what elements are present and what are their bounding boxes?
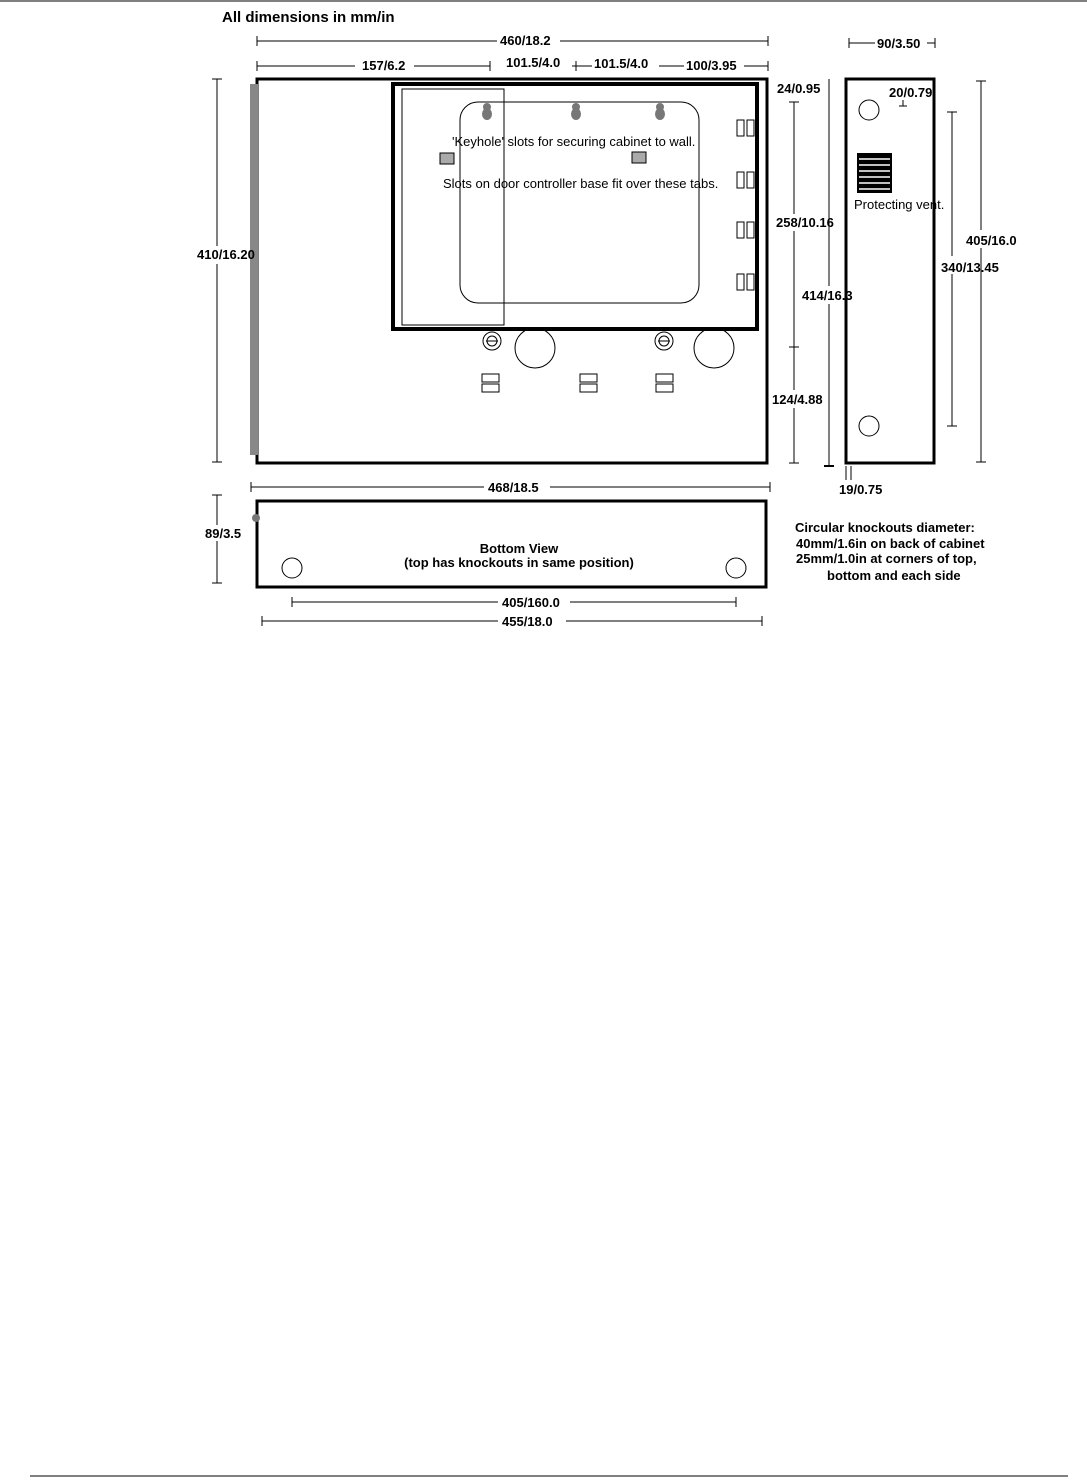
bottom-view: [205, 495, 766, 629]
bottom-knockout: [726, 558, 746, 578]
front-view: [197, 33, 770, 495]
tabs-note: Slots on door controller base fit over these tabs.: [443, 176, 719, 191]
svg-text:340/13.45: 340/13.45: [941, 260, 999, 275]
svg-text:405/160.0: 405/160.0: [502, 595, 560, 610]
dim-bottom-view-width: [262, 614, 762, 629]
slot-pair: [656, 374, 673, 392]
svg-text:25mm/1.0in at corners of top,: 25mm/1.0in at corners of top,: [796, 551, 977, 566]
bottom-hinge-dot: [252, 514, 260, 522]
heading: All dimensions in mm/in: [222, 9, 395, 26]
inner-panel: [402, 89, 504, 325]
keyhole-slot: [482, 103, 492, 120]
bottom-view-subtitle: (top has knockouts in same position): [404, 555, 634, 570]
svg-text:101.5/4.0: 101.5/4.0: [594, 56, 649, 71]
side-outline: [846, 79, 934, 463]
keyhole-slot: [655, 103, 665, 120]
svg-text:20/0.79: 20/0.79: [889, 85, 933, 100]
side-knockout: [859, 416, 879, 436]
between-dimensions: [772, 79, 853, 466]
dim-top-gap: 24/0.95: [777, 81, 821, 96]
svg-text:157/6.2: 157/6.2: [362, 58, 406, 73]
dim-side-inset: [889, 85, 932, 106]
keyhole-note: 'Keyhole' slots for securing cabinet to wall.: [452, 134, 696, 149]
vent-grille: [857, 153, 892, 193]
dim-total: 414/16.3: [802, 288, 853, 303]
slot-pair: [482, 374, 499, 392]
svg-text:468/18.5: 468/18.5: [488, 480, 539, 495]
dim-upper: 258/10.16: [776, 215, 834, 230]
dim-side-bottom-gap: [839, 466, 882, 497]
svg-text:Circular knockouts diameter:: Circular knockouts diameter:: [795, 520, 975, 535]
svg-text:410/16.20: 410/16.20: [197, 247, 255, 262]
screw: [655, 332, 673, 350]
dim-bottom-height: [205, 495, 241, 583]
mounting-tab: [632, 152, 646, 163]
controller-base: [393, 84, 757, 329]
svg-text:90/3.50: 90/3.50: [877, 36, 921, 51]
svg-text:bottom and each side: bottom and each side: [827, 568, 961, 583]
side-view: [839, 36, 1017, 497]
svg-text:455/18.0: 455/18.0: [502, 614, 553, 629]
screw: [483, 332, 501, 350]
bottom-view-title: Bottom View: [479, 541, 559, 556]
cable-knockout: [694, 328, 734, 368]
edge-slots: [737, 120, 754, 290]
keyhole-slot: [571, 103, 581, 120]
bottom-knockout: [282, 558, 302, 578]
display-window: [460, 102, 699, 303]
knockouts-note: [795, 520, 985, 583]
cable-knockout: [515, 328, 555, 368]
mounting-tab: [440, 153, 454, 164]
svg-text:89/3.5: 89/3.5: [205, 526, 242, 541]
dim-front-height: [197, 79, 255, 462]
dim-side-inner-height: [941, 112, 999, 426]
dim-hole-spacing: [292, 595, 736, 610]
svg-text:405/16.0: 405/16.0: [966, 233, 1017, 248]
dim-side-depth: [849, 36, 935, 51]
slot-pair: [580, 374, 597, 392]
side-knockout: [859, 100, 879, 120]
svg-text:460/18.2: 460/18.2: [500, 33, 551, 48]
dim-lower: 124/4.88: [772, 392, 823, 407]
dim-overall-width: [257, 33, 768, 48]
svg-text:19/0.75: 19/0.75: [839, 482, 883, 497]
svg-text:40mm/1.6in on back of cabinet: 40mm/1.6in on back of cabinet: [796, 536, 985, 551]
hinge-strip: [250, 84, 258, 455]
vent-label: Protecting vent.: [854, 197, 945, 212]
svg-text:101.5/4.0: 101.5/4.0: [506, 55, 561, 70]
dim-segments: [257, 55, 768, 73]
svg-text:100/3.95: 100/3.95: [686, 58, 737, 73]
dim-bottom-width: [251, 480, 770, 495]
